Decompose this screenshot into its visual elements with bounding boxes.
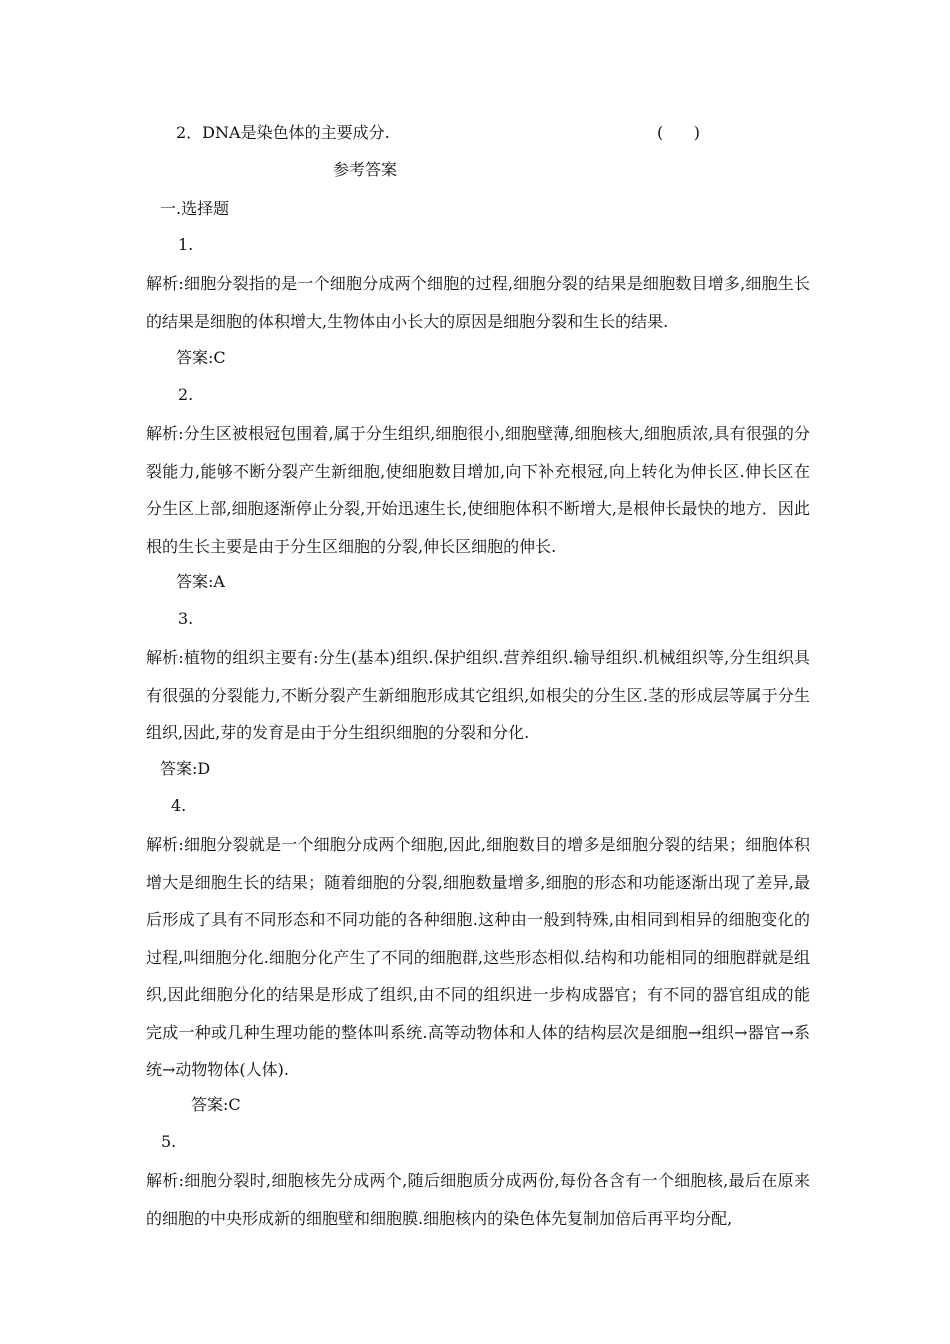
- answer-heading: 参考答案: [333, 160, 398, 179]
- item-number: 2.: [178, 385, 194, 404]
- item-answer: 答案:D: [160, 759, 211, 778]
- section-title: 一.选择题: [160, 199, 230, 218]
- item-number: 3.: [178, 609, 194, 628]
- item-analysis: 解析:分生区被根冠包围着,属于分生组织,细胞很小,细胞壁薄,细胞核大,细胞质浓,具有很强的分裂能力,能够不断分裂产生新细胞,使细胞数目增加,向下补充根冠,向上转化为伸长区.伸长区在分生区上部,细胞逐渐停止分裂,开始迅速生长,使细胞体积不断增大,是根伸长最快的地方．因此根的生长主要是由于分生区细胞的分裂,伸长区细胞的伸长.: [146, 424, 810, 556]
- item-analysis: 解析:细胞分裂就是一个细胞分成两个细胞,因此,细胞数目的增多是细胞分裂的结果；细胞体积增大是细胞生长的结果；随着细胞的分裂,细胞数量增多,细胞的形态和功能逐渐出现了差异,最后形成了具有不同形态和不同功能的各种细胞.这种由一般到特殊,由相同到相异的细胞变化的过程,叫细胞分化.细胞分化产生了不同的细胞群,这些形态相似.结构和功能相同的细胞群就是组织,因此细胞分化的结果是形成了组织,由不同的组织进一步构成器官；有不同的器官组成的能完成一种或几种生理功能的整体叫系统.高等动物体和人体的结构层次是细胞→组织→器官→系统→动物物体(人体).: [146, 835, 810, 1079]
- answer-blank-parentheses: ( ): [657, 123, 700, 142]
- question-2-text: 2．DNA是染色体的主要成分.: [176, 123, 390, 142]
- item-number: 4.: [171, 796, 187, 815]
- item-number: 1.: [178, 235, 194, 254]
- item-answer: 答案:C: [176, 348, 226, 367]
- item-analysis: 解析:细胞分裂指的是一个细胞分成两个细胞的过程,细胞分裂的结果是细胞数目增多,细胞生长的结果是细胞的体积增大,生物体由小长大的原因是细胞分裂和生长的结果.: [146, 274, 810, 331]
- item-answer: 答案:C: [191, 1095, 241, 1114]
- item-answer: 答案:A: [176, 572, 225, 591]
- item-analysis: 解析:细胞分裂时,细胞核先分成两个,随后细胞质分成两份,每份各含有一个细胞核,最后在原来的细胞的中央形成新的细胞壁和细胞膜.细胞核内的染色体先复制加倍后再平均分配,: [146, 1171, 810, 1228]
- item-analysis: 解析:植物的组织主要有:分生(基本)组织.保护组织.营养组织.输导组织.机械组织等,分生组织具有很强的分裂能力,不断分裂产生新细胞形成其它组织,如根尖的分生区.茎的形成层等属于分生组织,因此,芽的发育是由于分生组织细胞的分裂和分化.: [146, 648, 810, 742]
- item-number: 5.: [161, 1132, 177, 1151]
